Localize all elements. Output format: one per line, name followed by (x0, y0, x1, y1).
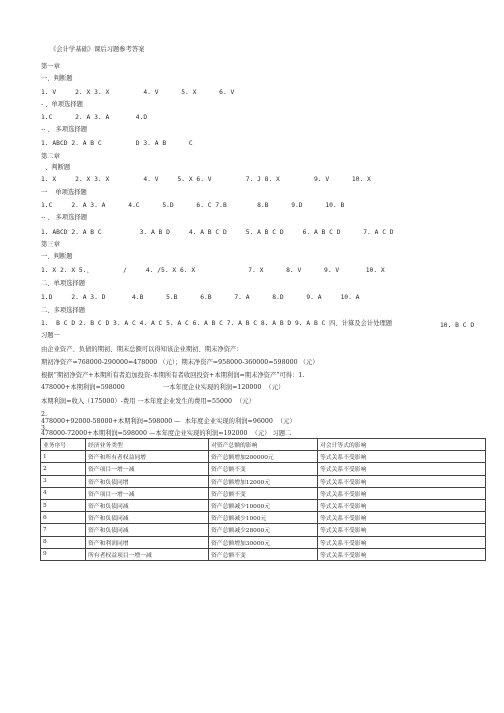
doc-title: 《会计学基础》课后习题参考答案 (50, 46, 145, 53)
text-line: 478000+本期利润=598000 一本年度企业实现的利润=120000 （元） (41, 384, 285, 391)
column-header: 对资产总额的影响 (209, 439, 318, 451)
table-cell: 3 (41, 475, 86, 487)
table-cell: 7 (41, 524, 86, 536)
table-cell: 9 (41, 548, 86, 560)
answer-line: 1. V 2. X 3. X 4. V 5. X 6. V (41, 89, 235, 96)
table-row (41, 463, 486, 475)
table-cell: 资产和负债同增 (86, 475, 209, 487)
section-heading: 二、多项选择题 (41, 307, 86, 314)
text-line: 478000+92000-58000+本期利润=598000 — 本年度企业实现的利润=96000 （元） (41, 418, 296, 425)
table-cell: 资产和负债同减 (86, 524, 209, 536)
table-cell: 资产和利润同增 (86, 536, 209, 548)
table-cell: 等式关系不受影响 (318, 475, 486, 487)
answer-line: 1. X 2. X 3. X 4. V 5. X 6. V 7. J 8. X 9. V 10. X (41, 176, 371, 183)
table-row (41, 475, 486, 487)
section-heading: 一、判断题 (41, 75, 73, 82)
table-header-row (41, 439, 486, 451)
table-cell: 资产总额增加30000元 (209, 536, 318, 548)
column-header: 业务序号 (41, 439, 86, 451)
section-heading: - 、单项选择题 (41, 101, 83, 108)
table-cell: 等式关系不受影响 (318, 512, 486, 524)
table-row (41, 536, 486, 548)
table-row (41, 487, 486, 499)
answer-line: 1.D 2. A 3. D 4.B 5.B 6.B 7. A 8.D 9. A 10. A (41, 294, 360, 301)
table-row (41, 524, 486, 536)
section-heading: -- 、 多项选择题 (41, 214, 88, 221)
answer-line: 1.C 2. A 3. A 4.D (41, 114, 148, 121)
table-row (41, 451, 486, 463)
column-header: 经济业务类型 (86, 439, 209, 451)
text-line: 根据“期初净资产+本期所有者追加投资-本期所有者收回投资+本期利润=期末净资产”可得：1. (41, 372, 305, 379)
table-cell: 资产总额不变 (209, 463, 318, 475)
section-heading: 二、单项选择题 (41, 280, 86, 287)
table-cell: 资产总额增加200000元 (209, 451, 318, 463)
table-cell: 所有者权益项目一增一减 (86, 548, 209, 560)
column-header: 对会计等式的影响 (318, 439, 486, 451)
table-cell: 1 (41, 451, 86, 463)
table-cell: 等式关系不受影响 (318, 487, 486, 499)
text-line: 期初净资产=768000-290000=478000 （元）；期末净资产=958000-360000=598000 （元） (41, 359, 319, 366)
section-heading: 、判断题 (41, 164, 71, 171)
table-cell: 资产和所有者权益同增 (86, 451, 209, 463)
text-line: 由企业资产、负债的期初、期末总额可以得知该企业期初、期末净资产： (41, 346, 243, 353)
table-cell: 资产总额减少1000元 (209, 512, 318, 524)
section-heading: 一、判断题 (41, 253, 73, 260)
chapter-heading: 第二章 (41, 153, 60, 160)
text-line: 478000-72000+本期利润=598000 —本年度企业实现的利润=192000 （元） 习题二 (41, 430, 292, 437)
table-cell: 资产总额不变 (209, 487, 318, 499)
exercise-heading: 习题一 (41, 332, 60, 339)
answer-line: 1. B C D 2. B C D 3. A C 4. A C 5. A C 6. A B C 7. A B C 8. A B D 9. A B C 四、计算及会计处理题 (41, 320, 393, 327)
table-cell: 资产项目一增一减 (86, 487, 209, 499)
table-cell: 5 (41, 499, 86, 511)
answer-line: 1. ABCD 2. A B C 3. A B D 4. A B C D 5. A B C D 6. A B C D 7. A C D (41, 229, 394, 236)
chapter-heading: 第三章 (41, 241, 60, 248)
text-line: 2. (41, 411, 48, 418)
answer-line: 1. X 2. X 5.、 / 4. /5. X 6. X 7. X 8. V 9. V 10. X (41, 267, 385, 274)
table-cell: 等式关系不受影响 (318, 548, 486, 560)
table-row (41, 499, 486, 511)
table-row (41, 548, 486, 560)
answer-line: 1.C 2. A 3. A 4.C 5.D 6. C 7.B 8.B 9.D 10. B (41, 202, 345, 209)
exercise-table (40, 438, 486, 561)
side-note: 10. B C D (440, 322, 475, 329)
table-cell: 2 (41, 463, 86, 475)
table-cell: 8 (41, 536, 86, 548)
table-cell: 等式关系不受影响 (318, 499, 486, 511)
table-cell: 资产和负债同减 (86, 499, 209, 511)
table-cell: 等式关系不受影响 (318, 463, 486, 475)
table-cell: 等式关系不受影响 (318, 451, 486, 463)
table-row (41, 512, 486, 524)
section-heading: -- 、 多项选择题 (41, 126, 88, 133)
table-cell: 资产项目一增一减 (86, 463, 209, 475)
table-cell: 6 (41, 512, 86, 524)
table-cell: 资产总额增加12000元 (209, 475, 318, 487)
table-cell: 等式关系不受影响 (318, 536, 486, 548)
section-heading: 一 单项选择题 (41, 189, 87, 196)
table-cell: 资产和负债同减 (86, 512, 209, 524)
text-line: 本期利润=收入（175000）-费用 一本年度企业发生的费用=55000 （元） (41, 398, 255, 405)
table-cell: 等式关系不受影响 (318, 524, 486, 536)
text-line: 3. (41, 425, 48, 432)
table-cell: 资产总额减少10000元 (209, 499, 318, 511)
table-cell: 4 (41, 487, 86, 499)
chapter-heading: 第一章 (41, 63, 60, 70)
table-cell: 资产总额减少28000元 (209, 524, 318, 536)
answer-line: 1. ABCD 2. A B C D 3. A B C (41, 140, 193, 147)
table-cell: 资产总额不变 (209, 548, 318, 560)
